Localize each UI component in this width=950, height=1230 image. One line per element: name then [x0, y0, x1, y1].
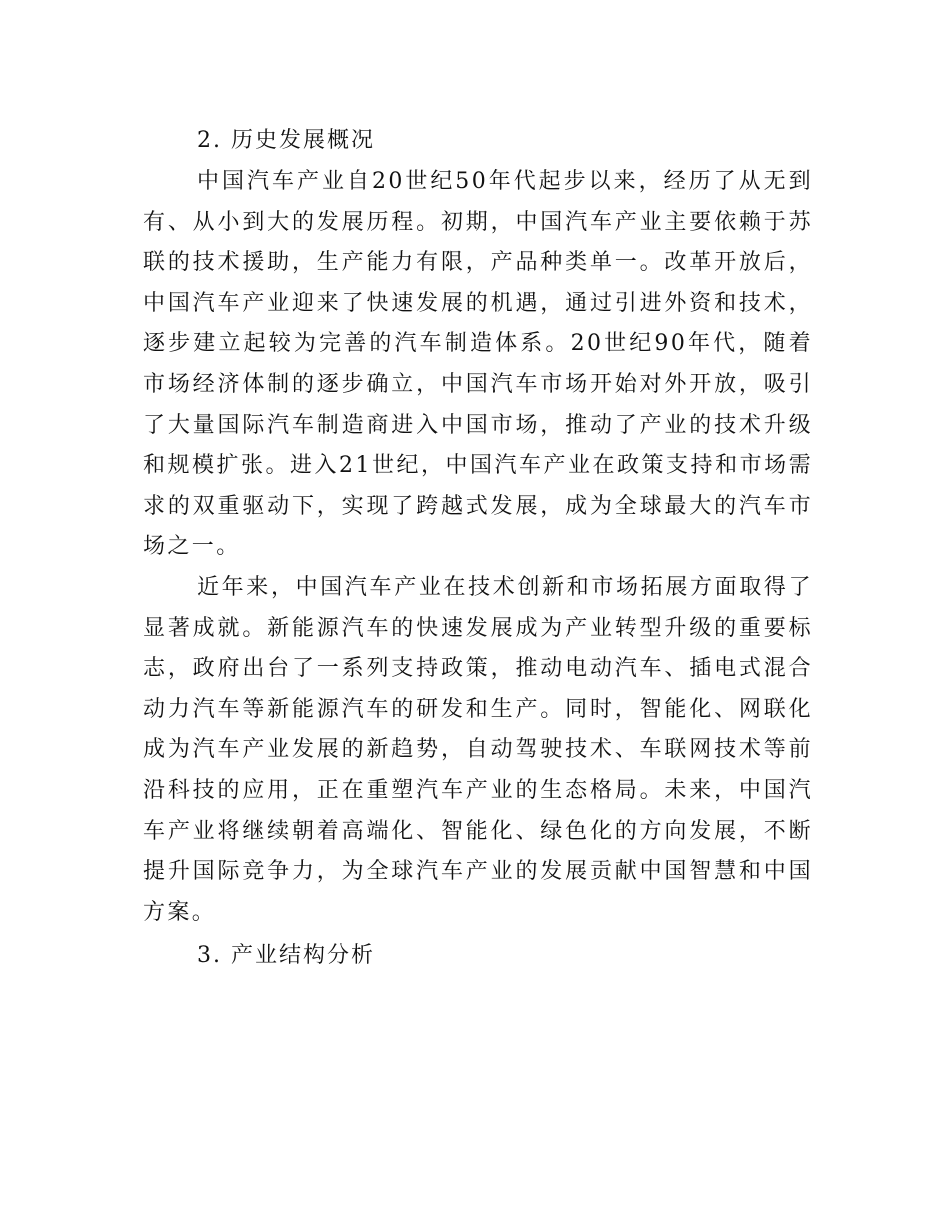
section-heading-history: 2. 历史发展概况 — [197, 128, 375, 153]
paragraph-recent-developments: 近年来，中国汽车产业在技术创新和市场拓展方面取得了显著成就。新能源汽车的快速发展成为产业转型升级的重要标志，政府出台了一系列支持政策，推动电动汽车、插电式混合动力汽车等新能源汽车的研发和生产。同时，智能化、网联化成为汽车产业发展的新趋势，自动驾驶技术、车联网技术等前沿科技的应用，正在重塑汽车产业的生态格局。未来，中国汽车产业将继续朝着高端化、智能化、绿色化的方向发展，不断提升国际竞争力，为全球汽车产业的发展贡献中国智慧和中国方案。 — [143, 574, 813, 925]
section-heading-industry-structure: 3. 产业结构分析 — [197, 943, 375, 969]
document-body — [143, 120, 813, 977]
paragraph-history-overview: 中国汽车产业自20世纪50年代起步以来，经历了从无到有、从小到大的发展历程。初期，中国汽车产业主要依赖于苏联的技术援助，生产能力有限，产品种类单一。改革开放后，中国汽车产业迎来了快速发展的机遇，通过引进外资和技术，逐步建立起较为完善的汽车制造体系。20世纪90年代，随着市场经济体制的逐步确立，中国汽车市场开始对外开放，吸引了大量国际汽车制造商进入中国市场，推动了产业的技术升级和规模扩张。进入21世纪，中国汽车产业在政策支持和市场需求的双重驱动下，实现了跨越式发展，成为全球最大的汽车市场之一。 — [143, 169, 813, 560]
